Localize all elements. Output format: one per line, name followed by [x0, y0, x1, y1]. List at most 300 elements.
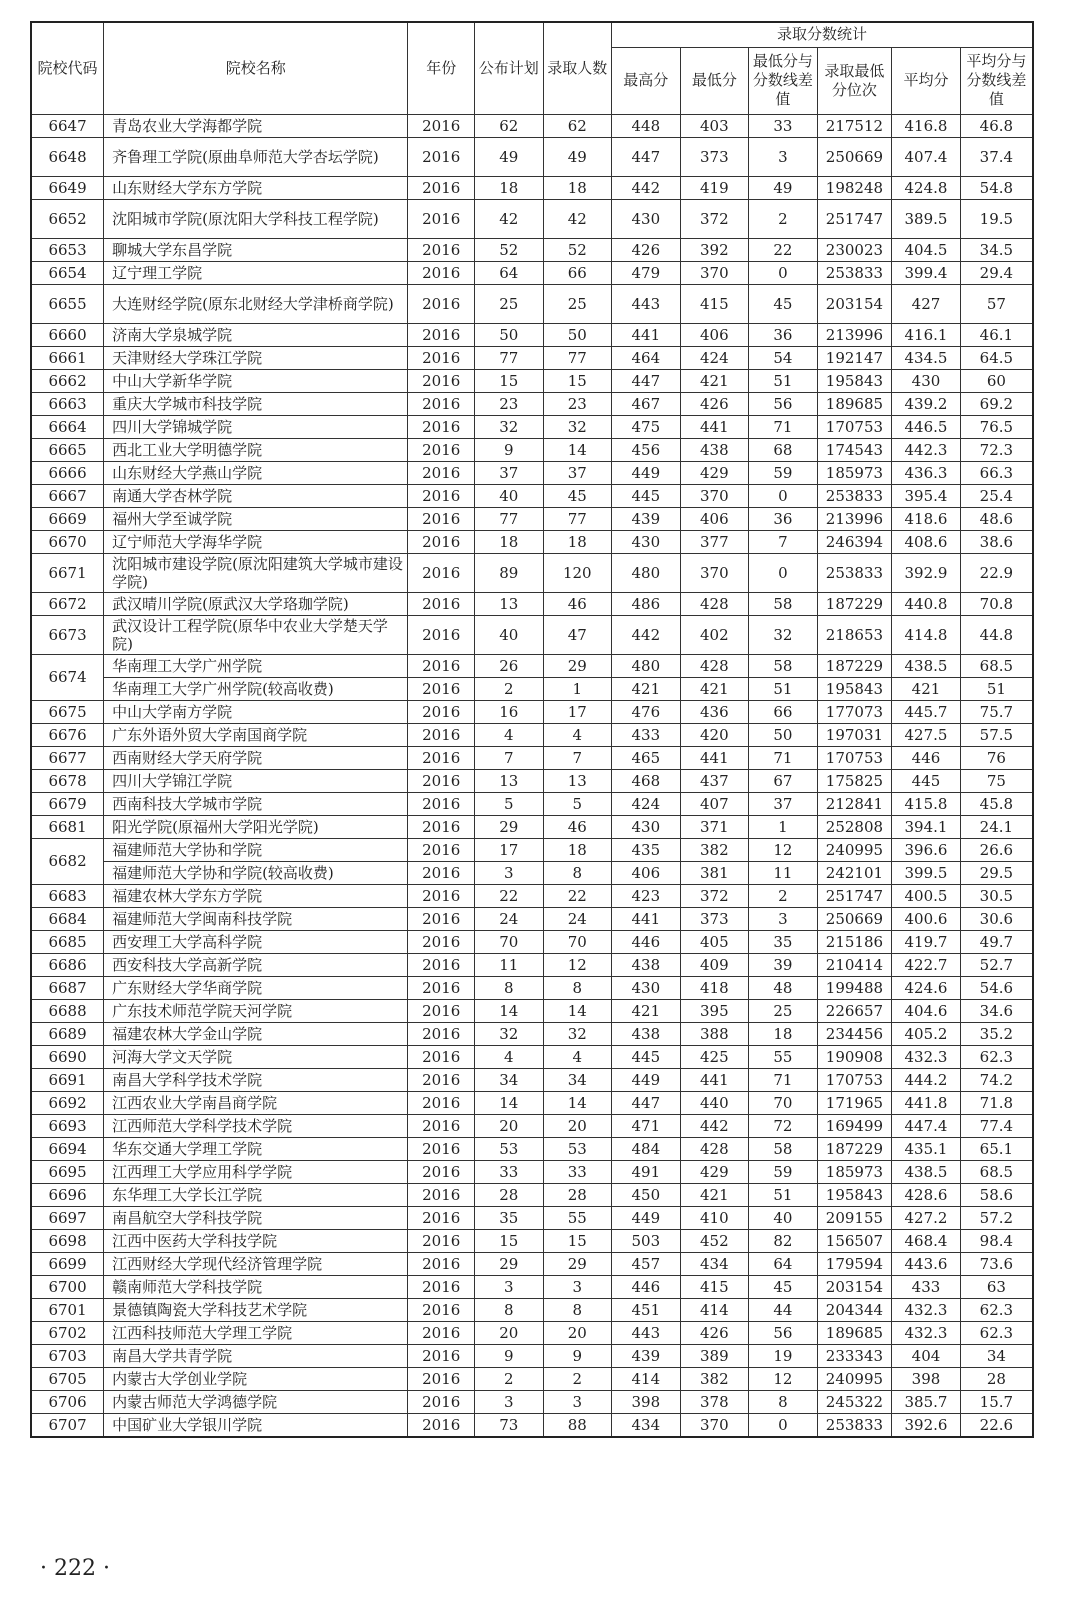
cell-avg: 433: [892, 1275, 961, 1298]
cell-avg-diff: 54.6: [960, 976, 1033, 999]
cell-min: 421: [680, 369, 749, 392]
cell-year: 2016: [408, 1137, 475, 1160]
cell-max: 476: [612, 700, 681, 723]
cell-plan: 14: [474, 1091, 543, 1114]
cell-plan: 89: [474, 553, 543, 592]
table-row: [31, 1344, 1033, 1367]
cell-min: 441: [680, 415, 749, 438]
cell-min-diff: 45: [749, 284, 818, 323]
cell-min-diff: 56: [749, 1321, 818, 1344]
table-row: [31, 1137, 1033, 1160]
cell-avg: 421: [892, 677, 961, 700]
cell-avg-diff: 64.5: [960, 346, 1033, 369]
cell-admitted: 46: [543, 592, 612, 615]
cell-year: 2016: [408, 1045, 475, 1068]
cell-max: 426: [612, 238, 681, 261]
header-code: 院校代码: [31, 22, 104, 114]
cell-min-diff: 82: [749, 1229, 818, 1252]
cell-plan: 25: [474, 284, 543, 323]
cell-year: 2016: [408, 1413, 475, 1437]
cell-min-rank: 190908: [817, 1045, 892, 1068]
cell-avg-diff: 34.6: [960, 999, 1033, 1022]
cell-avg-diff: 75: [960, 769, 1033, 792]
cell-avg: 432.3: [892, 1045, 961, 1068]
cell-avg: 392.9: [892, 553, 961, 592]
cell-code: 6671: [31, 553, 104, 592]
cell-avg-diff: 24.1: [960, 815, 1033, 838]
cell-max: 439: [612, 1344, 681, 1367]
cell-min: 406: [680, 323, 749, 346]
cell-admitted: 120: [543, 553, 612, 592]
cell-avg: 389.5: [892, 199, 961, 238]
cell-plan: 11: [474, 953, 543, 976]
cell-year: 2016: [408, 238, 475, 261]
cell-name: 齐鲁理工学院(原曲阜师范大学杏坛学院): [104, 137, 408, 176]
cell-avg-diff: 22.9: [960, 553, 1033, 592]
cell-name: 内蒙古大学创业学院: [104, 1367, 408, 1390]
cell-min-diff: 44: [749, 1298, 818, 1321]
cell-plan: 42: [474, 199, 543, 238]
cell-year: 2016: [408, 530, 475, 553]
cell-plan: 23: [474, 392, 543, 415]
cell-year: 2016: [408, 284, 475, 323]
cell-plan: 40: [474, 484, 543, 507]
table-row: [31, 884, 1033, 907]
cell-year: 2016: [408, 1091, 475, 1114]
cell-code: 6691: [31, 1068, 104, 1091]
cell-min-diff: 68: [749, 438, 818, 461]
cell-plan: 9: [474, 1344, 543, 1367]
cell-year: 2016: [408, 654, 475, 677]
cell-min-rank: 213996: [817, 507, 892, 530]
cell-year: 2016: [408, 199, 475, 238]
cell-max: 446: [612, 930, 681, 953]
cell-min-diff: 59: [749, 461, 818, 484]
cell-code: 6694: [31, 1137, 104, 1160]
cell-year: 2016: [408, 930, 475, 953]
cell-code: 6679: [31, 792, 104, 815]
cell-plan: 16: [474, 700, 543, 723]
cell-max: 448: [612, 114, 681, 137]
cell-plan: 7: [474, 746, 543, 769]
cell-min-rank: 240995: [817, 838, 892, 861]
cell-year: 2016: [408, 346, 475, 369]
cell-name: 广东财经大学华商学院: [104, 976, 408, 999]
cell-year: 2016: [408, 1022, 475, 1045]
cell-avg-diff: 28: [960, 1367, 1033, 1390]
header-stats: 录取分数统计: [612, 22, 1033, 47]
cell-name: 中山大学南方学院: [104, 700, 408, 723]
cell-avg-diff: 22.6: [960, 1413, 1033, 1437]
table-row: [31, 1022, 1033, 1045]
cell-min: 425: [680, 1045, 749, 1068]
cell-code: 6652: [31, 199, 104, 238]
cell-year: 2016: [408, 615, 475, 654]
cell-year: 2016: [408, 1298, 475, 1321]
cell-year: 2016: [408, 769, 475, 792]
cell-avg-diff: 68.5: [960, 1160, 1033, 1183]
cell-admitted: 29: [543, 1252, 612, 1275]
cell-max: 439: [612, 507, 681, 530]
cell-name: 福建师范大学闽南科技学院: [104, 907, 408, 930]
cell-year: 2016: [408, 415, 475, 438]
header-name: 院校名称: [104, 22, 408, 114]
cell-min: 441: [680, 746, 749, 769]
cell-avg-diff: 25.4: [960, 484, 1033, 507]
cell-plan: 34: [474, 1068, 543, 1091]
cell-admitted: 18: [543, 530, 612, 553]
cell-plan: 5: [474, 792, 543, 815]
cell-avg-diff: 35.2: [960, 1022, 1033, 1045]
cell-code: 6684: [31, 907, 104, 930]
cell-admitted: 18: [543, 176, 612, 199]
cell-plan: 3: [474, 861, 543, 884]
cell-code: 6676: [31, 723, 104, 746]
cell-name: 华南理工大学广州学院: [104, 654, 408, 677]
cell-min-rank: 203154: [817, 1275, 892, 1298]
cell-max: 433: [612, 723, 681, 746]
cell-min-rank: 199488: [817, 976, 892, 999]
cell-avg-diff: 52.7: [960, 953, 1033, 976]
cell-name: 山东财经大学东方学院: [104, 176, 408, 199]
cell-min-diff: 1: [749, 815, 818, 838]
cell-year: 2016: [408, 1390, 475, 1413]
cell-name: 西南科技大学城市学院: [104, 792, 408, 815]
cell-min-rank: 198248: [817, 176, 892, 199]
cell-plan: 14: [474, 999, 543, 1022]
cell-code: 6685: [31, 930, 104, 953]
cell-code: 6677: [31, 746, 104, 769]
cell-avg-diff: 45.8: [960, 792, 1033, 815]
cell-admitted: 77: [543, 346, 612, 369]
cell-admitted: 53: [543, 1137, 612, 1160]
cell-plan: 20: [474, 1321, 543, 1344]
cell-plan: 52: [474, 238, 543, 261]
cell-year: 2016: [408, 861, 475, 884]
cell-plan: 13: [474, 592, 543, 615]
cell-min: 440: [680, 1091, 749, 1114]
cell-min: 377: [680, 530, 749, 553]
cell-plan: 70: [474, 930, 543, 953]
cell-min-diff: 56: [749, 392, 818, 415]
table-row: [31, 1275, 1033, 1298]
cell-avg-diff: 44.8: [960, 615, 1033, 654]
cell-avg: 404.5: [892, 238, 961, 261]
cell-min-rank: 242101: [817, 861, 892, 884]
table-row: [31, 1321, 1033, 1344]
cell-avg-diff: 46.8: [960, 114, 1033, 137]
table-row: [31, 137, 1033, 176]
cell-min-diff: 19: [749, 1344, 818, 1367]
cell-code: 6672: [31, 592, 104, 615]
cell-max: 480: [612, 654, 681, 677]
cell-max: 421: [612, 999, 681, 1022]
cell-year: 2016: [408, 484, 475, 507]
cell-min: 382: [680, 1367, 749, 1390]
cell-year: 2016: [408, 392, 475, 415]
cell-max: 447: [612, 1091, 681, 1114]
cell-min: 428: [680, 654, 749, 677]
cell-code: 6706: [31, 1390, 104, 1413]
cell-min-rank: 212841: [817, 792, 892, 815]
cell-avg: 416.8: [892, 114, 961, 137]
cell-min: 424: [680, 346, 749, 369]
cell-max: 398: [612, 1390, 681, 1413]
cell-admitted: 55: [543, 1206, 612, 1229]
cell-min-diff: 71: [749, 415, 818, 438]
page-number: · 222 ·: [40, 1556, 110, 1581]
cell-max: 486: [612, 592, 681, 615]
cell-min-diff: 51: [749, 1183, 818, 1206]
table-row: [31, 1413, 1033, 1437]
cell-plan: 26: [474, 654, 543, 677]
cell-avg: 438.5: [892, 1160, 961, 1183]
cell-plan: 2: [474, 677, 543, 700]
cell-name: 东华理工大学长江学院: [104, 1183, 408, 1206]
cell-min: 370: [680, 484, 749, 507]
cell-avg-diff: 38.6: [960, 530, 1033, 553]
cell-year: 2016: [408, 1183, 475, 1206]
cell-name: 南通大学杏林学院: [104, 484, 408, 507]
cell-min: 378: [680, 1390, 749, 1413]
cell-avg-diff: 66.3: [960, 461, 1033, 484]
cell-name: 西安理工大学高科学院: [104, 930, 408, 953]
cell-year: 2016: [408, 815, 475, 838]
cell-max: 464: [612, 346, 681, 369]
cell-min-diff: 0: [749, 261, 818, 284]
cell-max: 471: [612, 1114, 681, 1137]
cell-min-diff: 25: [749, 999, 818, 1022]
cell-code: 6695: [31, 1160, 104, 1183]
header-min: 最低分: [680, 47, 749, 114]
cell-name: 江西科技师范大学理工学院: [104, 1321, 408, 1344]
cell-avg: 443.6: [892, 1252, 961, 1275]
cell-code: 6689: [31, 1022, 104, 1045]
cell-min-rank: 240995: [817, 1367, 892, 1390]
cell-admitted: 42: [543, 199, 612, 238]
cell-min-diff: 71: [749, 746, 818, 769]
cell-min-diff: 0: [749, 484, 818, 507]
cell-min-rank: 253833: [817, 484, 892, 507]
cell-code: 6654: [31, 261, 104, 284]
cell-year: 2016: [408, 1275, 475, 1298]
cell-admitted: 29: [543, 654, 612, 677]
cell-avg: 468.4: [892, 1229, 961, 1252]
cell-year: 2016: [408, 507, 475, 530]
cell-year: 2016: [408, 261, 475, 284]
header-min-rank: 录取最低分位次: [817, 47, 892, 114]
cell-plan: 40: [474, 615, 543, 654]
cell-max: 430: [612, 199, 681, 238]
cell-min-rank: 185973: [817, 461, 892, 484]
cell-min-rank: 203154: [817, 284, 892, 323]
cell-admitted: 24: [543, 907, 612, 930]
cell-code: 6647: [31, 114, 104, 137]
table-row: [31, 1045, 1033, 1068]
cell-admitted: 17: [543, 700, 612, 723]
cell-max: 414: [612, 1367, 681, 1390]
cell-avg-diff: 58.6: [960, 1183, 1033, 1206]
cell-max: 475: [612, 415, 681, 438]
cell-max: 491: [612, 1160, 681, 1183]
cell-plan: 50: [474, 323, 543, 346]
cell-min-diff: 66: [749, 700, 818, 723]
cell-plan: 2: [474, 1367, 543, 1390]
cell-avg: 440.8: [892, 592, 961, 615]
cell-min-rank: 246394: [817, 530, 892, 553]
cell-code: 6666: [31, 461, 104, 484]
cell-min: 372: [680, 199, 749, 238]
cell-name: 福建农林大学金山学院: [104, 1022, 408, 1045]
cell-plan: 20: [474, 1114, 543, 1137]
cell-min: 429: [680, 1160, 749, 1183]
cell-max: 434: [612, 1413, 681, 1437]
cell-admitted: 88: [543, 1413, 612, 1437]
table-row: [31, 114, 1033, 137]
cell-min-diff: 70: [749, 1091, 818, 1114]
cell-plan: 77: [474, 346, 543, 369]
cell-min: 428: [680, 1137, 749, 1160]
cell-min: 438: [680, 438, 749, 461]
cell-min-rank: 189685: [817, 1321, 892, 1344]
cell-max: 441: [612, 907, 681, 930]
cell-avg: 446: [892, 746, 961, 769]
cell-admitted: 32: [543, 415, 612, 438]
cell-name: 山东财经大学燕山学院: [104, 461, 408, 484]
cell-name: 阳光学院(原福州大学阳光学院): [104, 815, 408, 838]
cell-plan: 64: [474, 261, 543, 284]
cell-min-diff: 72: [749, 1114, 818, 1137]
cell-avg-diff: 26.6: [960, 838, 1033, 861]
cell-min-rank: 156507: [817, 1229, 892, 1252]
cell-year: 2016: [408, 907, 475, 930]
cell-name: 南昌航空大学科技学院: [104, 1206, 408, 1229]
cell-min-diff: 2: [749, 199, 818, 238]
cell-admitted: 52: [543, 238, 612, 261]
cell-avg: 432.3: [892, 1298, 961, 1321]
cell-admitted: 49: [543, 137, 612, 176]
cell-avg-diff: 76: [960, 746, 1033, 769]
cell-plan: 73: [474, 1413, 543, 1437]
cell-avg-diff: 29.4: [960, 261, 1033, 284]
cell-avg: 427: [892, 284, 961, 323]
cell-name: 天津财经大学珠江学院: [104, 346, 408, 369]
cell-avg-diff: 71.8: [960, 1091, 1033, 1114]
cell-plan: 32: [474, 415, 543, 438]
cell-code: 6665: [31, 438, 104, 461]
cell-max: 438: [612, 953, 681, 976]
table-row: [31, 284, 1033, 323]
cell-min-diff: 18: [749, 1022, 818, 1045]
cell-max: 468: [612, 769, 681, 792]
cell-avg: 441.8: [892, 1091, 961, 1114]
cell-year: 2016: [408, 1367, 475, 1390]
cell-plan: 15: [474, 369, 543, 392]
cell-admitted: 3: [543, 1390, 612, 1413]
cell-admitted: 46: [543, 815, 612, 838]
cell-min-rank: 169499: [817, 1114, 892, 1137]
cell-name: 辽宁理工学院: [104, 261, 408, 284]
table-row: [31, 530, 1033, 553]
cell-avg-diff: 30.5: [960, 884, 1033, 907]
cell-name: 大连财经学院(原东北财经大学津桥商学院): [104, 284, 408, 323]
cell-admitted: 2: [543, 1367, 612, 1390]
table-row: [31, 1367, 1033, 1390]
cell-min-rank: 187229: [817, 1137, 892, 1160]
cell-admitted: 12: [543, 953, 612, 976]
table-row: [31, 999, 1033, 1022]
cell-min: 372: [680, 884, 749, 907]
cell-name: 四川大学锦城学院: [104, 415, 408, 438]
table-row: [31, 484, 1033, 507]
cell-year: 2016: [408, 369, 475, 392]
cell-min: 414: [680, 1298, 749, 1321]
cell-min-rank: 204344: [817, 1298, 892, 1321]
cell-max: 441: [612, 323, 681, 346]
cell-avg-diff: 62.3: [960, 1298, 1033, 1321]
cell-avg-diff: 46.1: [960, 323, 1033, 346]
cell-year: 2016: [408, 953, 475, 976]
cell-admitted: 15: [543, 369, 612, 392]
cell-plan: 4: [474, 723, 543, 746]
cell-code: 6648: [31, 137, 104, 176]
cell-avg-diff: 74.2: [960, 1068, 1033, 1091]
cell-admitted: 13: [543, 769, 612, 792]
cell-name: 内蒙古师范大学鸿德学院: [104, 1390, 408, 1413]
table-row: [31, 1160, 1033, 1183]
cell-max: 424: [612, 792, 681, 815]
table-row: [31, 976, 1033, 999]
cell-name: 江西农业大学南昌商学院: [104, 1091, 408, 1114]
cell-avg-diff: 70.8: [960, 592, 1033, 615]
cell-avg: 408.6: [892, 530, 961, 553]
cell-name: 江西师范大学科学技术学院: [104, 1114, 408, 1137]
cell-avg-diff: 49.7: [960, 930, 1033, 953]
cell-avg: 405.2: [892, 1022, 961, 1045]
cell-avg: 398: [892, 1367, 961, 1390]
cell-avg-diff: 57.5: [960, 723, 1033, 746]
cell-min-rank: 253833: [817, 553, 892, 592]
cell-avg-diff: 30.6: [960, 907, 1033, 930]
cell-min-diff: 50: [749, 723, 818, 746]
cell-min: 426: [680, 392, 749, 415]
cell-avg-diff: 57.2: [960, 1206, 1033, 1229]
cell-year: 2016: [408, 1068, 475, 1091]
cell-admitted: 66: [543, 261, 612, 284]
cell-code: 6683: [31, 884, 104, 907]
table-row: [31, 953, 1033, 976]
cell-avg-diff: 19.5: [960, 199, 1033, 238]
cell-avg: 442.3: [892, 438, 961, 461]
cell-min-rank: 195843: [817, 677, 892, 700]
cell-min-diff: 7: [749, 530, 818, 553]
cell-code: 6703: [31, 1344, 104, 1367]
cell-min: 373: [680, 907, 749, 930]
cell-avg: 404.6: [892, 999, 961, 1022]
cell-code: 6701: [31, 1298, 104, 1321]
header-avg: 平均分: [892, 47, 961, 114]
cell-code: 6693: [31, 1114, 104, 1137]
cell-admitted: 7: [543, 746, 612, 769]
cell-avg-diff: 29.5: [960, 861, 1033, 884]
cell-min: 370: [680, 1413, 749, 1437]
cell-plan: 77: [474, 507, 543, 530]
table-row: [31, 654, 1033, 677]
page: [30, 21, 1034, 1438]
cell-plan: 9: [474, 438, 543, 461]
cell-code: 6667: [31, 484, 104, 507]
cell-max: 446: [612, 1275, 681, 1298]
